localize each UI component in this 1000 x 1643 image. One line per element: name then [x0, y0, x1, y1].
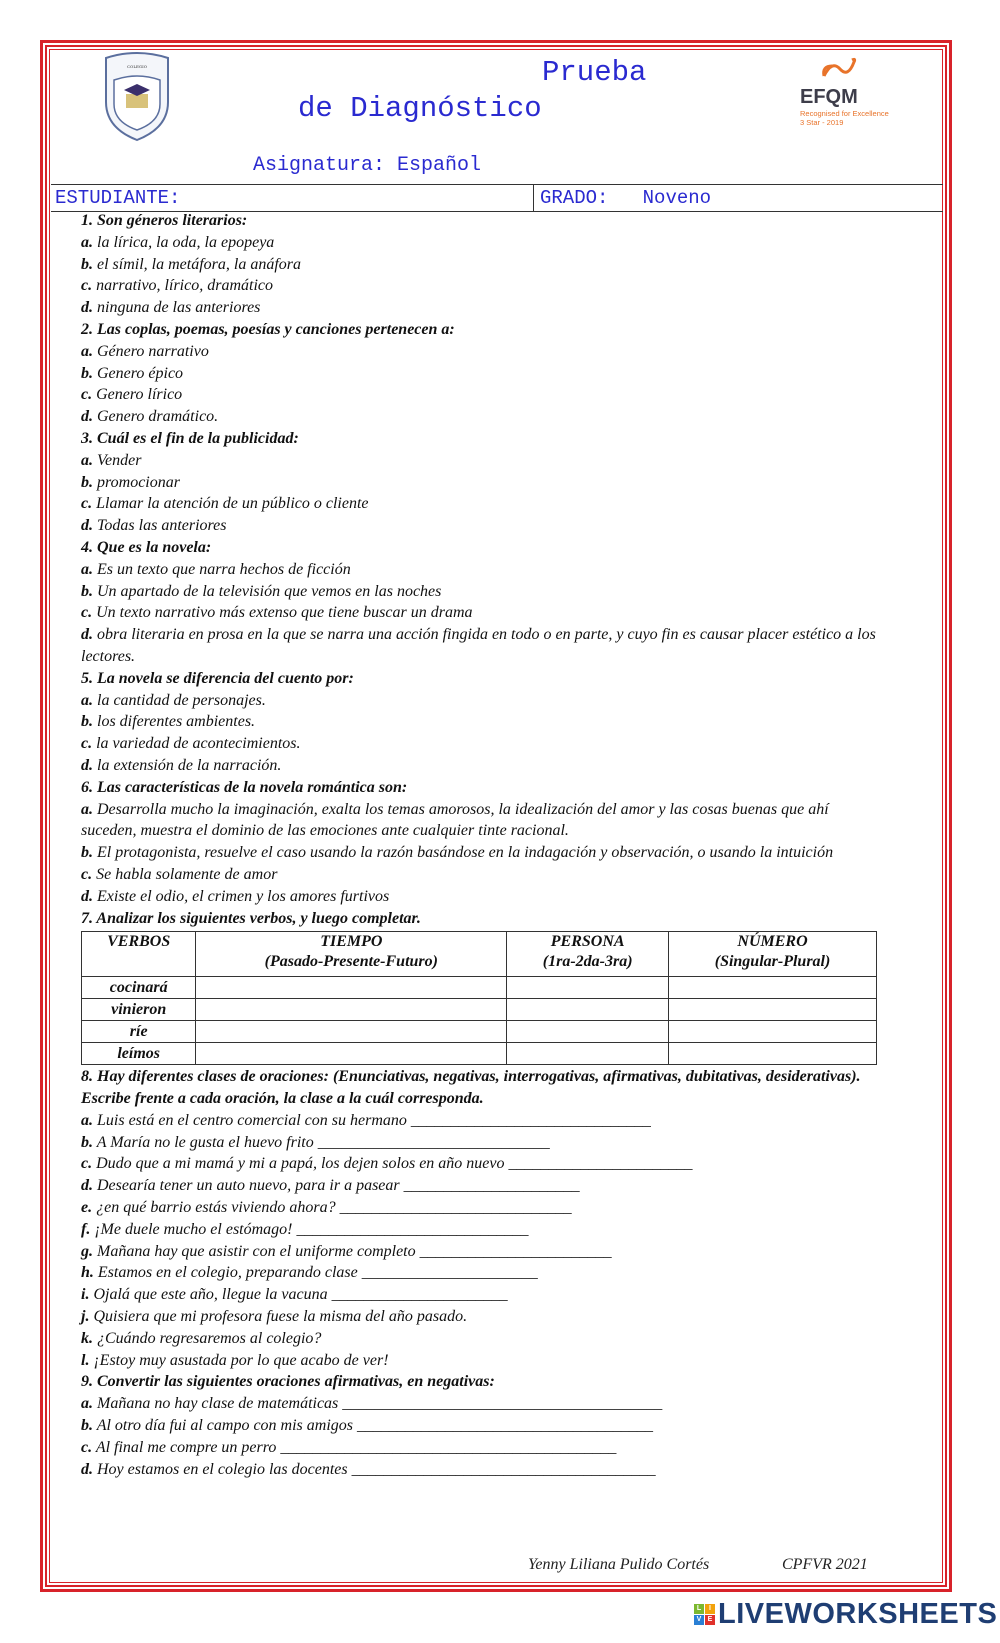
tiempo-answer-cell[interactable]	[196, 977, 507, 999]
option-line: d. Todas las anteriores	[81, 517, 227, 535]
persona-answer-cell[interactable]	[507, 999, 669, 1021]
table-row	[82, 999, 877, 1021]
option-line: c. Llamar la atención de un público o cliente	[81, 495, 369, 513]
efqm-infinity-icon	[820, 56, 860, 82]
table-row	[82, 1043, 877, 1065]
numero-answer-cell[interactable]	[669, 1043, 877, 1065]
option-line: a. la lírica, la oda, la epopeya	[81, 233, 275, 251]
col-persona: PERSONA (1ra-2da-3ra)	[507, 932, 669, 977]
numero-answer-cell[interactable]	[669, 1021, 877, 1043]
tiempo-answer-cell[interactable]	[196, 1043, 507, 1065]
efqm-sub1: Recognised for Excellence	[800, 109, 889, 118]
efqm-name: EFQM	[800, 86, 858, 108]
option-line: c. Se habla solamente de amor	[81, 865, 278, 883]
option-text: Mañana no hay clase de matemáticas ________________________________________	[93, 1395, 663, 1413]
title-line-1: Prueba	[542, 56, 647, 89]
option-text: ¡Me duele mucho el estómago! _____________________________	[90, 1220, 529, 1238]
option-text: la variedad de acontecimientos.	[92, 735, 301, 753]
col-numero: NÚMERO (Singular-Plural)	[669, 932, 877, 977]
option-line: a. Luis está en el centro comercial con su hermano ______________________________	[81, 1111, 651, 1129]
option-line: d. Desearía tener un auto nuevo, para ir a pasear ______________________	[81, 1177, 580, 1195]
question-3-title: 3. Cuál es el fin de la publicidad:	[81, 429, 299, 447]
option-line: a. Género narrativo	[81, 342, 209, 360]
option-line: a. la cantidad de personajes.	[81, 691, 266, 709]
option-text: la extensión de la narración.	[93, 756, 282, 774]
option-text: Estamos en el colegio, preparando clase ______________________	[93, 1264, 538, 1282]
option-text: A María no le gusta el huevo frito _____________________________	[93, 1133, 550, 1151]
option-text: Un texto narrativo más extenso que tiene buscar un drama	[92, 604, 473, 622]
option-line: c. Un texto narrativo más extenso que tiene buscar un drama	[81, 604, 473, 622]
option-text: Al otro día fui al campo con mis amigos _____________________________________	[93, 1417, 653, 1435]
grade-field	[534, 185, 943, 211]
col-verbos: VERBOS	[82, 932, 196, 977]
tiempo-answer-cell[interactable]	[196, 1021, 507, 1043]
option-line: b. Un apartado de la televisión que vemos en las noches	[81, 582, 442, 600]
option-line: b. los diferentes ambientes.	[81, 713, 256, 731]
subject-label: Asignatura: Español	[253, 154, 482, 177]
option-line: k. ¿Cuándo regresaremos al colegio?	[81, 1329, 322, 1347]
option-line: a. Mañana no hay clase de matemáticas ________________________________________	[81, 1395, 663, 1413]
option-line: a. Vender	[81, 451, 142, 469]
option-text: los diferentes ambientes.	[93, 713, 256, 731]
option-line: c. Al final me compre un perro __________________________________________	[81, 1438, 617, 1456]
liveworksheets-logo	[694, 1598, 997, 1631]
option-text: promocionar	[93, 473, 180, 491]
school-crest-logo	[100, 50, 174, 146]
option-line: c. narrativo, lírico, dramático	[81, 277, 273, 295]
option-text: Luis está en el centro comercial con su hermano ______________________________	[93, 1111, 651, 1129]
option-text: obra literaria en prosa en la que se narra una acción fingida en todo o en parte, y cuyo fin es causar placer estético a los lectores.	[81, 626, 876, 665]
option-line: b. promocionar	[81, 473, 180, 491]
verb-cell: vinieron	[82, 999, 196, 1021]
tiempo-answer-cell[interactable]	[196, 999, 507, 1021]
question-8-title: 8. Hay diferentes clases de oraciones: (Enunciativas, negativas, interrogativas, afirmativas, dubitativas, desiderativas). Escribe frente a cada oración, la clase a la cuál corresponda.	[81, 1068, 861, 1108]
question-9-title: 9. Convertir las siguientes oraciones afirmativas, en negativas:	[81, 1373, 495, 1391]
efqm-sub2: 3 Star - 2019	[800, 118, 844, 127]
option-line: i. Ojalá que este año, llegue la vacuna ______________________	[81, 1286, 508, 1304]
option-line: e. ¿en qué barrio estás viviendo ahora? _____________________________	[81, 1199, 572, 1217]
option-line: d. ninguna de las anteriores	[81, 299, 261, 317]
option-text: la cantidad de personajes.	[93, 691, 266, 709]
option-text: Quisiera que mi profesora fuese la misma del año pasado.	[89, 1308, 468, 1326]
option-text: Llamar la atención de un público o cliente	[92, 495, 369, 513]
verb-cell: ríe	[82, 1021, 196, 1043]
option-text: Se habla solamente de amor	[92, 865, 278, 883]
option-text: Es un texto que narra hechos de ficción	[93, 560, 351, 578]
option-line: f. ¡Me duele mucho el estómago! _____________________________	[81, 1220, 529, 1238]
svg-text:COLEGIO: COLEGIO	[127, 64, 147, 69]
option-text: Hoy estamos en el colegio las docentes ______________________________________	[93, 1460, 656, 1478]
question-6-title: 6. Las características de la novela romántica son:	[81, 778, 408, 796]
question-4-title: 4. Que es la novela:	[81, 538, 212, 556]
author-name: Yenny Liliana Pulido Cortés	[528, 1556, 710, 1573]
verb-cell: leímos	[82, 1043, 196, 1065]
option-line: b. El protagonista, resuelve el caso usando la razón basándose en la indagación y observación, o usando la intuición	[81, 844, 834, 862]
verb-cell: cocinará	[82, 977, 196, 999]
option-line: d. obra literaria en prosa en la que se narra una acción fingida en todo o en parte, y cuyo fin es causar placer estético a los lectores.	[81, 626, 876, 665]
option-text: ¿Cuándo regresaremos al colegio?	[93, 1329, 322, 1347]
option-text: Desearía tener un auto nuevo, para ir a pasear ______________________	[93, 1177, 580, 1195]
option-line: d. Existe el odio, el crimen y los amores furtivos	[81, 887, 390, 905]
numero-answer-cell[interactable]	[669, 977, 877, 999]
option-text: la lírica, la oda, la epopeya	[93, 233, 275, 251]
persona-answer-cell[interactable]	[507, 1043, 669, 1065]
option-line: c. Genero lírico	[81, 386, 183, 404]
table-row	[82, 977, 877, 999]
option-text: Genero dramático.	[93, 408, 219, 426]
option-text: Género narrativo	[93, 342, 209, 360]
option-line: a. Es un texto que narra hechos de ficción	[81, 560, 351, 578]
table-row	[82, 1021, 877, 1043]
option-line: b. Al otro día fui al campo con mis amigos _____________________________________	[81, 1417, 653, 1435]
persona-answer-cell[interactable]	[507, 977, 669, 999]
option-line: d. Hoy estamos en el colegio las docentes ______________________________________	[81, 1460, 656, 1478]
option-line: d. Genero dramático.	[81, 408, 219, 426]
question-7-title: 7. Analizar los siguientes verbos, y luego completar.	[81, 909, 421, 927]
liveworksheets-squares-icon: L I V E	[694, 1604, 715, 1625]
option-text: ninguna de las anteriores	[93, 299, 261, 317]
option-line: d. la extensión de la narración.	[81, 756, 282, 774]
liveworksheets-text: LIVEWORKSHEETS	[718, 1598, 998, 1630]
option-text: Todas las anteriores	[93, 517, 227, 535]
student-field[interactable]: ESTUDIANTE:	[51, 185, 534, 211]
student-info-row	[51, 184, 943, 212]
col-tiempo: TIEMPO (Pasado-Presente-Futuro)	[196, 932, 507, 977]
title-line-2: de Diagnóstico	[298, 92, 542, 125]
option-line: b. Genero épico	[81, 364, 184, 382]
option-line: h. Estamos en el colegio, preparando clase ______________________	[81, 1264, 538, 1282]
option-text: Mañana hay que asistir con el uniforme completo ________________________	[93, 1242, 612, 1260]
option-line: b. A María no le gusta el huevo frito _____________________________	[81, 1133, 550, 1151]
option-text: Al final me compre un perro __________________________________________	[92, 1438, 617, 1456]
option-line: g. Mañana hay que asistir con el uniforme completo ________________________	[81, 1242, 612, 1260]
questions	[81, 210, 881, 1480]
option-text: narrativo, lírico, dramático	[92, 277, 273, 295]
grade-value: Noveno	[642, 187, 712, 209]
footer-code: CPFVR 2021	[782, 1556, 868, 1573]
option-text: Vender	[93, 451, 142, 469]
option-line: c. Dudo que a mi mamá y mi a papá, los dejen solos en año nuevo _______________________	[81, 1155, 693, 1173]
option-text: Genero épico	[93, 364, 184, 382]
verbs-table	[81, 931, 877, 1065]
option-text: ¡Estoy muy asustada por lo que acabo de ver!	[89, 1351, 389, 1369]
question-5-title: 5. La novela se diferencia del cuento por:	[81, 669, 354, 687]
option-text: Existe el odio, el crimen y los amores furtivos	[93, 887, 390, 905]
numero-answer-cell[interactable]	[669, 999, 877, 1021]
efqm-logo	[800, 56, 900, 127]
option-text: Ojalá que este año, llegue la vacuna ______________________	[89, 1286, 508, 1304]
option-text: Desarrolla mucho la imaginación, exalta los temas amorosos, la idealización del amor y las cosas buenas que ahí suceden, muestra el dominio de las emociones ante cualquier tinte racional.	[81, 800, 829, 840]
option-text: ¿en qué barrio estás viviendo ahora? _____________________________	[92, 1199, 572, 1217]
option-text: Un apartado de la televisión que vemos en las noches	[93, 582, 442, 600]
option-text: El protagonista, resuelve el caso usando la razón basándose en la indagación y observación, o usando la intuición	[93, 844, 834, 862]
question-2-title: 2. Las coplas, poemas, poesías y canciones pertenecen a:	[81, 320, 455, 338]
grade-label: GRADO:	[540, 187, 609, 209]
persona-answer-cell[interactable]	[507, 1021, 669, 1043]
option-text: el símil, la metáfora, la anáfora	[93, 255, 301, 273]
option-line: b. el símil, la metáfora, la anáfora	[81, 255, 301, 273]
option-line: l. ¡Estoy muy asustada por lo que acabo de ver!	[81, 1351, 389, 1369]
option-line: c. la variedad de acontecimientos.	[81, 735, 301, 753]
option-line: j. Quisiera que mi profesora fuese la misma del año pasado.	[81, 1308, 468, 1326]
option-text: Dudo que a mi mamá y mi a papá, los dejen solos en año nuevo _______________________	[92, 1155, 693, 1173]
option-line: a. Desarrolla mucho la imaginación, exalta los temas amorosos, la idealización del amor y las cosas buenas que ahí suceden, muestra el dominio de las emociones ante cualquier tinte racional.	[81, 800, 829, 840]
option-text: Genero lírico	[92, 386, 183, 404]
question-1-title: 1. Son géneros literarios:	[81, 212, 248, 229]
